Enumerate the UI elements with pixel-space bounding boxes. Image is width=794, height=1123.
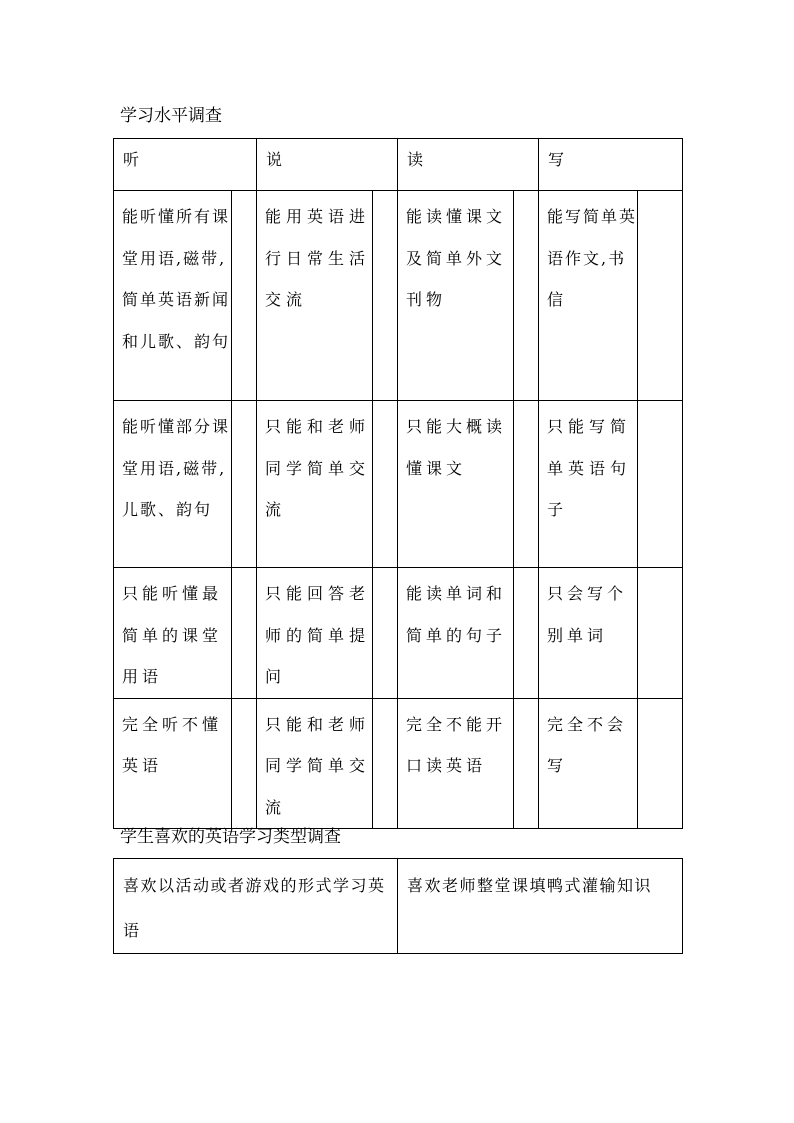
checkbox-cell[interactable]: [232, 568, 257, 699]
survey-title-type: 学生喜欢的英语学习类型调查: [120, 827, 341, 847]
table-row: [114, 859, 683, 954]
cell-listen: 完全听不懂英语: [114, 698, 232, 829]
checkbox-cell[interactable]: [373, 698, 398, 829]
checkbox-cell[interactable]: [638, 401, 683, 568]
cell-read: 能读单词和简单的句子: [398, 568, 514, 699]
checkbox-cell[interactable]: [638, 698, 683, 829]
cell-write: 能写简单英语作文,书信: [539, 191, 638, 401]
table-header-row: [114, 139, 683, 191]
level-survey-table: [113, 138, 683, 829]
checkbox-cell[interactable]: [232, 401, 257, 568]
cell-speak: 能用英语进行日常生活交流: [257, 191, 373, 401]
cell-read: 能读懂课文及简单外文刊物: [398, 191, 514, 401]
cell-write: 只会写个别单词: [539, 568, 638, 699]
table-row: [114, 568, 683, 699]
header-speak: 说: [257, 139, 398, 191]
option-lecture[interactable]: 喜欢老师整堂课填鸭式灌输知识: [398, 859, 683, 954]
checkbox-cell[interactable]: [373, 401, 398, 568]
checkbox-cell[interactable]: [514, 568, 539, 699]
checkbox-cell[interactable]: [638, 568, 683, 699]
cell-speak: 只能和老师同学简单交流: [257, 401, 373, 568]
header-listen: 听: [114, 139, 257, 191]
checkbox-cell[interactable]: [514, 401, 539, 568]
header-write: 写: [539, 139, 683, 191]
cell-read: 只能大概读懂课文: [398, 401, 514, 568]
option-activity[interactable]: 喜欢以活动或者游戏的形式学习英语: [114, 859, 398, 954]
cell-read: 完全不能开口读英语: [398, 698, 514, 829]
checkbox-cell[interactable]: [638, 191, 683, 401]
type-survey-table: [113, 858, 683, 954]
cell-listen: 能听懂所有课堂用语,磁带,简单英语新闻和儿歌、韵句: [114, 191, 232, 401]
checkbox-cell[interactable]: [232, 698, 257, 829]
survey-title-level: 学习水平调查: [120, 106, 222, 126]
checkbox-cell[interactable]: [514, 191, 539, 401]
checkbox-cell[interactable]: [232, 191, 257, 401]
table-row: [114, 698, 683, 829]
checkbox-cell[interactable]: [373, 191, 398, 401]
header-read: 读: [398, 139, 539, 191]
cell-write: 只能写简单英语句子: [539, 401, 638, 568]
cell-listen: 能听懂部分课堂用语,磁带,儿歌、韵句: [114, 401, 232, 568]
checkbox-cell[interactable]: [514, 698, 539, 829]
table-row: [114, 191, 683, 401]
checkbox-cell[interactable]: [373, 568, 398, 699]
cell-write: 完全不会写: [539, 698, 638, 829]
cell-speak: 只能回答老师的简单提问: [257, 568, 373, 699]
table-row: [114, 401, 683, 568]
cell-listen: 只能听懂最简单的课堂用语: [114, 568, 232, 699]
cell-speak: 只能和老师同学简单交流: [257, 698, 373, 829]
